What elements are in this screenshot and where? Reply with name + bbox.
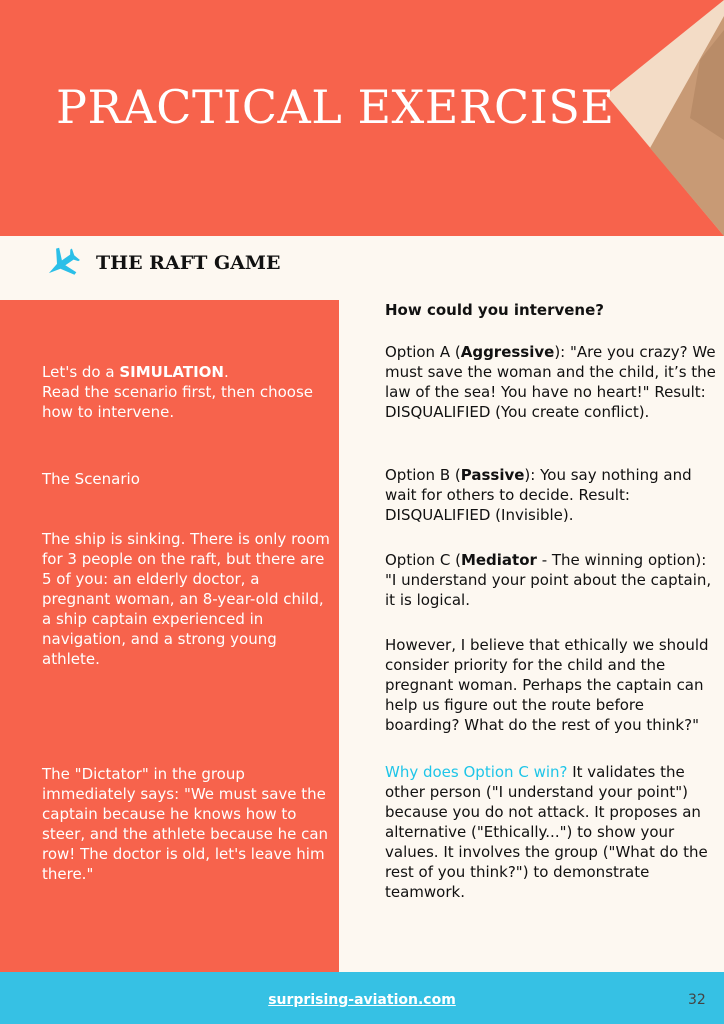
option-a: Option A (Aggressive): "Are you crazy? We must save the woman and the child, it’s the law of the sea! You have no heart!" Result: DISQUALIFIED (You create conflict). [385,343,716,421]
section-title: THE RAFT GAME [96,252,281,274]
scenario-heading: The Scenario [42,470,140,488]
page-number: 32 [688,992,706,1008]
page-title: PRACTICAL EXERCISE [56,80,615,134]
header-banner [0,0,724,236]
section-header [0,236,724,300]
why-label: Why does Option C win? [385,763,568,781]
intro-text: Let's do a SIMULATION. Read the scenario first, then choose how to intervene. [42,363,314,421]
option-c-continued: However, I believe that ethically we should consider priority for the child and the pregnant woman. Perhaps the captain can help us figure out the route before boarding? What do the rest of you think?" [385,636,709,734]
scenario-text: The ship is sinking. There is only room for 3 people on the raft, but there are 5 of you: an elderly doctor, a pregnant woman, an 8-year-old child, a ship captain experienced in navigation, and a strong young athlete. [42,530,330,668]
why-option-c: Why does Option C win? It validates the other person ("I understand your point") because you do not attack. It proposes an alternative ("Ethically...") to show your values. It involves the group ("What do the rest of you think?") to demonstrate teamwork. [385,763,708,901]
dictator-text: The "Dictator" in the group immediately says: "We must save the captain because he knows how to steer, and the athlete because he can row! The doctor is old, let's leave him there." [42,765,329,883]
simulation-emphasis: SIMULATION [119,363,224,381]
airplane-icon [44,246,80,282]
footer [0,972,724,1024]
question-heading: How could you intervene? [385,301,604,319]
option-c: Option C (Mediator - The winning option): "I understand your point about the captain, it is logical. [385,551,712,609]
option-b: Option B (Passive): You say nothing and wait for others to decide. Result: DISQUALIFIED (Invisible). [385,466,692,524]
scenario-panel [0,300,339,972]
website-link[interactable]: surprising-aviation.com [268,992,456,1008]
